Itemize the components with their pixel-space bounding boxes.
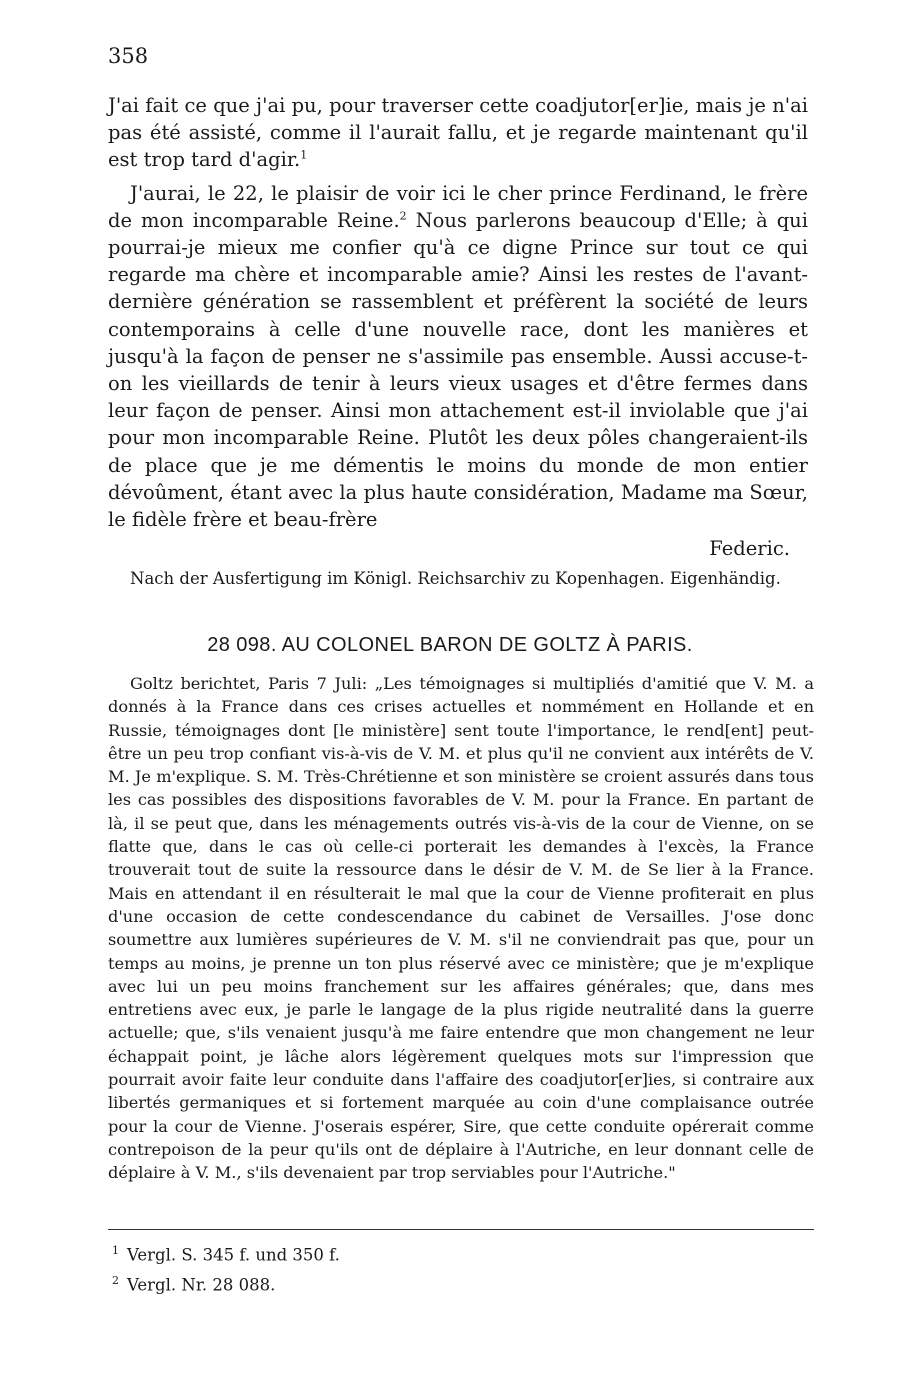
report-paragraph: Goltz berichtet, Paris 7 Juli: „Les témoignages si multipliés d'amitié que V. M. a donnés à la France dans ces crises actuelles et nommément en Hollande et en Russie, témoignages dont [le ministère] sent toute l'importance, le rend[ent] peut-être un peu trop confiant vis-à-vis de V. M. et plus qu'il ne convient aux intérêts de V. M. Je m'explique. S. M. Très-Chrétienne et son ministère se croient assurés dans tous les cas possibles des dispositions favorables de V. M. pour la France. En partant de là, il se peut que, dans les ménagements outrés vis-à-vis de la cour de Vienne, on se flatte que, dans le cas où celle-ci porterait les demandes à l'excès, la France trouverait tout de suite la ressource dans le désir de V. M. de Se lier à la France. Mais en attendant il en résulterait le mal que la cour de Vienne profiterait en plus d'une occasion de cette condescendance du cabinet de Versailles. J'ose donc soumettre aux lumières supérieures de V. M. s'il ne conviendrait pas que, pour un temps au moins, je prenne un ton plus réservé avec ce ministère; que je m'explique avec lui un peu moins franchement sur les affaires générales; que, dans mes entretiens avec eux, je parle le langage de la plus rigide neutralité dans la guerre actuelle; que, s'ils venaient jusqu'à me faire entendre que mon changement ne leur échappait point, je lâche alors légèrement quelques mots sur l'impression que pourrait avoir faite leur conduite dans l'affaire des coadjutor[er]ies, si contraire aux libertés germaniques et si fortement marquée au coin d'une complaisance outrée pour la cour de Vienne. J'oserais espérer, Sire, que cette conduite opérerait comme contrepoison de la peur qu'ils ont de déplaire à l'Autriche, en leur donnant celle de déplaire à V. M., s'ils devenaient par trop serviables pour l'Autriche." [108,674,814,1183]
footnote-ref-2: 2 [399,209,407,223]
footnotes [112,1238,712,1297]
footnote-1 [112,1238,712,1268]
signature: Federic. [709,537,790,560]
source-note: Nach der Ausfertigung im Königl. Reichsarchiv zu Kopenhagen. Eigenhändig. [130,569,781,588]
letter-paragraph-1 [108,92,808,174]
footnote-divider [108,1229,814,1230]
page-number: 358 [108,44,149,68]
footnote-1-text: Vergl. S. 345 f. und 350 f. [127,1245,340,1265]
footnote-2 [112,1268,712,1298]
letter-body [108,92,808,533]
footnote-1-mark: 1 [112,1244,119,1257]
letter-paragraph-2 [108,180,808,534]
footnote-2-text: Vergl. Nr. 28 088. [127,1275,276,1294]
letter-paragraph-2-text-b: Nous parlerons beaucoup d'Elle; à qui pourrai-je mieux me confier qu'à ce digne Prince sur tout ce qui regarde ma chère et incomparable amie? Ainsi les restes de l'avant-dernière génération se rassemblent et préfèrent la société de leurs contemporains à celle d'une nouvelle race, dont les manières et jusqu'à la façon de penser ne s'assimile pas ensemble. Aussi accuse-t-on les vieillards de tenir à leurs vieux usages et d'être fermes dans leur façon de penser. Ainsi mon attachement est-il inviolable que j'ai pour mon incomparable Reine. Plutôt les deux pôles changeraient-ils de place que je me démentis le moins du monde de mon entier dévoûment, étant avec la plus haute considération, Madame ma Sœur, le fidèle frère et beau-frère [108,208,808,532]
footnote-ref-1: 1 [300,148,308,162]
footnote-2-mark: 2 [112,1273,119,1287]
letter-paragraph-2-text-a: J'aurai, le 22, le plaisir de voir ici le cher prince Ferdinand, le frère de mon incomparable Reine. [108,181,808,232]
letter-paragraph-1-text: J'ai fait ce que j'ai pu, pour traverser cette coadjutor[er]ie, mais je n'ai pas été assisté, comme il l'aurait fallu, et je regarde maintenant qu'il est trop tard d'agir. [108,94,808,172]
section-heading: 28 098. AU COLONEL BARON DE GOLTZ À PARIS. [207,634,693,656]
